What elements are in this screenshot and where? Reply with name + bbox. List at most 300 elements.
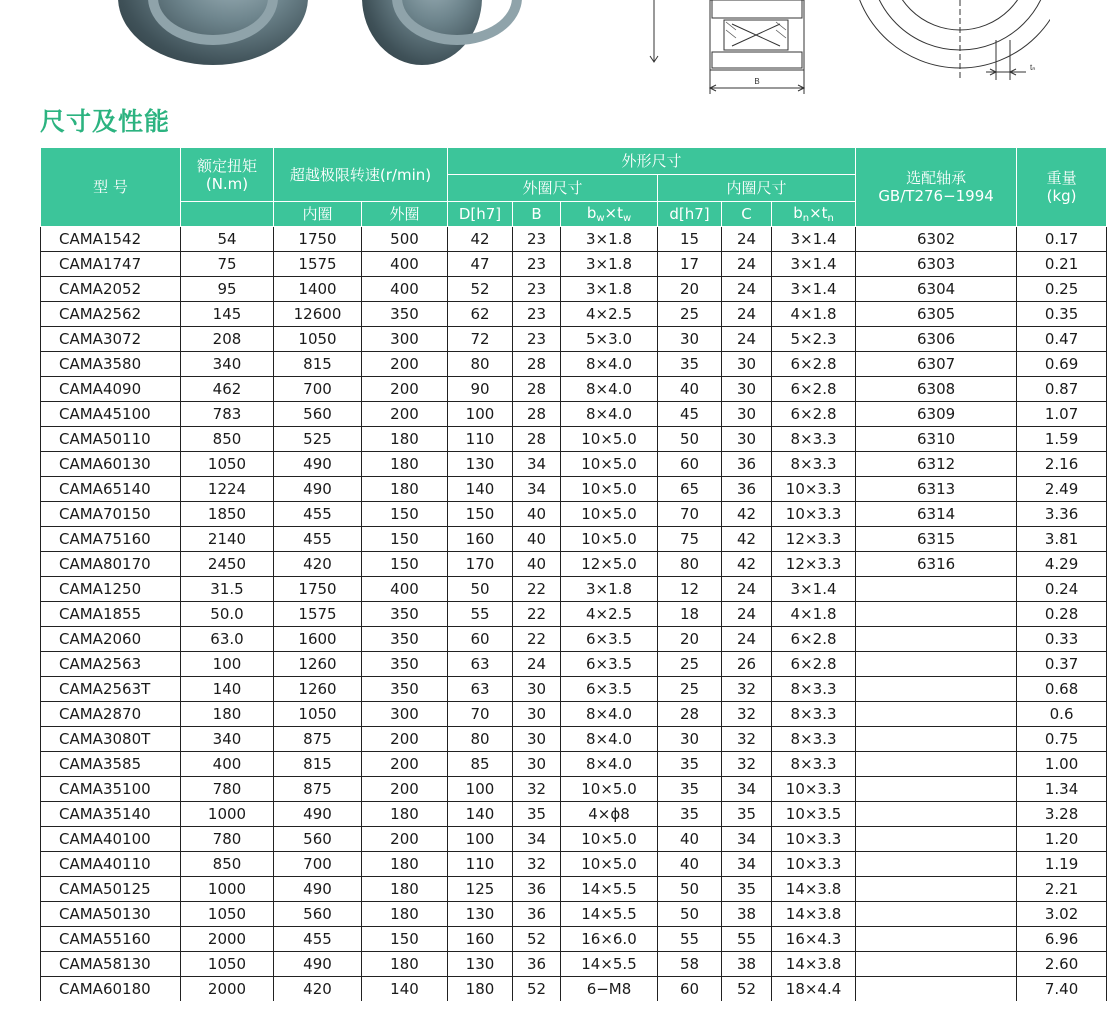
cell-width-c: 26: [722, 652, 772, 677]
cell-speed-inner: 1400: [274, 277, 362, 302]
cell-inner-diameter: 30: [658, 727, 722, 752]
table-row: [41, 977, 1107, 1002]
table-row: [41, 827, 1107, 852]
cell-width-b: 30: [513, 702, 561, 727]
cell-outer-keyway: 4×ϕ8: [561, 802, 658, 827]
cell-speed-outer: 150: [362, 502, 448, 527]
cell-speed-outer: 200: [362, 377, 448, 402]
cell-speed-inner: 1600: [274, 627, 362, 652]
table-row: [41, 652, 1107, 677]
cell-width-b: 36: [513, 877, 561, 902]
cell-outer-diameter: 52: [448, 277, 513, 302]
cell-outer-diameter: 100: [448, 402, 513, 427]
cell-model: CAMA50130: [41, 902, 181, 927]
cell-inner-diameter: 60: [658, 977, 722, 1002]
cell-width-c: 35: [722, 877, 772, 902]
cell-model: CAMA2563T: [41, 677, 181, 702]
cell-weight: 2.60: [1017, 952, 1107, 977]
cell-weight: 0.68: [1017, 677, 1107, 702]
cell-inner-diameter: 35: [658, 777, 722, 802]
cell-bearing: [856, 902, 1017, 927]
cell-speed-inner: 455: [274, 527, 362, 552]
cell-weight: 7.40: [1017, 977, 1107, 1002]
cell-width-b: 23: [513, 302, 561, 327]
tn-sub: n: [827, 212, 834, 224]
cell-width-b: 34: [513, 477, 561, 502]
cell-speed-inner: 700: [274, 852, 362, 877]
cell-outer-diameter: 180: [448, 977, 513, 1002]
cell-width-b: 28: [513, 352, 561, 377]
cell-torque: 180: [181, 702, 274, 727]
cell-inner-keyway: 8×3.3: [772, 727, 856, 752]
cell-inner-keyway: 8×3.3: [772, 752, 856, 777]
table-row: [41, 577, 1107, 602]
cell-bearing: [856, 877, 1017, 902]
cell-width-c: 36: [722, 477, 772, 502]
cell-bearing: [856, 777, 1017, 802]
cell-outer-keyway: 4×2.5: [561, 602, 658, 627]
cell-model: CAMA50125: [41, 877, 181, 902]
cell-width-b: 22: [513, 602, 561, 627]
cell-width-b: 52: [513, 977, 561, 1002]
table-row: [41, 852, 1107, 877]
cell-width-b: 28: [513, 402, 561, 427]
cell-width-b: 23: [513, 327, 561, 352]
table-row: [41, 627, 1107, 652]
table-row: [41, 327, 1107, 352]
cell-width-b: 40: [513, 502, 561, 527]
cell-bearing: [856, 852, 1017, 877]
table-row: [41, 752, 1107, 777]
section-title: 尺寸及性能: [40, 107, 171, 136]
cell-speed-outer: 400: [362, 277, 448, 302]
table-row: [41, 352, 1107, 377]
cell-width-c: 24: [722, 227, 772, 252]
cell-model: CAMA3080T: [41, 727, 181, 752]
cell-model: CAMA2060: [41, 627, 181, 652]
header-bw-tw: [561, 202, 658, 227]
cell-inner-diameter: 75: [658, 527, 722, 552]
table-row: [41, 477, 1107, 502]
cell-weight: 0.75: [1017, 727, 1107, 752]
cell-speed-inner: 455: [274, 927, 362, 952]
cell-inner-diameter: 35: [658, 352, 722, 377]
cell-width-c: 24: [722, 577, 772, 602]
cell-torque: 2000: [181, 927, 274, 952]
cell-outer-keyway: 14×5.5: [561, 952, 658, 977]
cell-model: CAMA40100: [41, 827, 181, 852]
cell-bearing: 6309: [856, 402, 1017, 427]
header-bearing-label: 选配轴承: [906, 169, 967, 187]
cell-model: CAMA60130: [41, 452, 181, 477]
cell-torque: 1050: [181, 452, 274, 477]
cell-outer-keyway: 10×5.0: [561, 852, 658, 877]
table-row: [41, 427, 1107, 452]
cell-torque: 145: [181, 302, 274, 327]
bw-sub: w: [596, 212, 605, 224]
cell-inner-diameter: 50: [658, 902, 722, 927]
cell-bearing: 6305: [856, 302, 1017, 327]
cell-bearing: [856, 702, 1017, 727]
cell-width-c: 34: [722, 777, 772, 802]
cell-inner-diameter: 35: [658, 802, 722, 827]
cell-speed-outer: 300: [362, 327, 448, 352]
cell-outer-diameter: 110: [448, 852, 513, 877]
cell-width-b: 23: [513, 227, 561, 252]
cell-speed-outer: 350: [362, 627, 448, 652]
product-images: [0, 0, 1120, 100]
cell-torque: 208: [181, 327, 274, 352]
cell-weight: 0.6: [1017, 702, 1107, 727]
cell-outer-diameter: 100: [448, 827, 513, 852]
cell-inner-keyway: 8×3.3: [772, 427, 856, 452]
cell-inner-diameter: 40: [658, 377, 722, 402]
cell-width-b: 28: [513, 377, 561, 402]
header-C: C: [722, 202, 772, 227]
header-B: B: [513, 202, 561, 227]
cell-inner-keyway: 10×3.3: [772, 502, 856, 527]
cell-model: CAMA35100: [41, 777, 181, 802]
cell-width-b: 52: [513, 927, 561, 952]
cell-bearing: 6307: [856, 352, 1017, 377]
cell-torque: 2140: [181, 527, 274, 552]
cell-model: CAMA1855: [41, 602, 181, 627]
cell-inner-diameter: 17: [658, 252, 722, 277]
header-torque-blank: [181, 202, 274, 227]
cell-speed-outer: 350: [362, 677, 448, 702]
cell-width-c: 32: [722, 677, 772, 702]
cell-speed-outer: 200: [362, 402, 448, 427]
cell-speed-outer: 400: [362, 577, 448, 602]
cell-inner-keyway: 3×1.4: [772, 252, 856, 277]
cell-bearing: 6313: [856, 477, 1017, 502]
cell-inner-keyway: 8×3.3: [772, 452, 856, 477]
cell-width-c: 32: [722, 752, 772, 777]
cell-inner-diameter: 15: [658, 227, 722, 252]
cell-torque: 54: [181, 227, 274, 252]
table-row: [41, 452, 1107, 477]
cell-speed-inner: 560: [274, 827, 362, 852]
cell-outer-diameter: 80: [448, 352, 513, 377]
cell-weight: 0.17: [1017, 227, 1107, 252]
table-row: [41, 777, 1107, 802]
cell-width-b: 36: [513, 952, 561, 977]
cell-outer-keyway: 5×3.0: [561, 327, 658, 352]
table-row: [41, 727, 1107, 752]
cell-speed-outer: 200: [362, 777, 448, 802]
cell-torque: 340: [181, 352, 274, 377]
cell-speed-outer: 350: [362, 652, 448, 677]
cell-inner-keyway: 10×3.3: [772, 777, 856, 802]
spec-table: [40, 147, 1107, 1001]
cell-inner-diameter: 20: [658, 277, 722, 302]
cell-bearing: 6302: [856, 227, 1017, 252]
cell-torque: 340: [181, 727, 274, 752]
cell-torque: 850: [181, 852, 274, 877]
cell-speed-outer: 350: [362, 602, 448, 627]
cell-width-b: 32: [513, 852, 561, 877]
cell-speed-outer: 500: [362, 227, 448, 252]
cell-width-c: 30: [722, 377, 772, 402]
cell-inner-diameter: 58: [658, 952, 722, 977]
cell-model: CAMA50110: [41, 427, 181, 452]
cell-outer-diameter: 70: [448, 702, 513, 727]
cell-bearing: 6310: [856, 427, 1017, 452]
spec-table-body: [41, 227, 1107, 1002]
bw-b: b: [586, 203, 597, 222]
cell-model: CAMA2870: [41, 702, 181, 727]
table-row: [41, 952, 1107, 977]
cell-model: CAMA45100: [41, 402, 181, 427]
cell-torque: 1000: [181, 802, 274, 827]
cell-inner-keyway: 6×2.8: [772, 402, 856, 427]
cell-inner-keyway: 14×3.8: [772, 902, 856, 927]
cell-weight: 0.87: [1017, 377, 1107, 402]
cell-outer-keyway: 6×3.5: [561, 652, 658, 677]
cell-speed-outer: 400: [362, 252, 448, 277]
cell-torque: 780: [181, 777, 274, 802]
cell-weight: 0.69: [1017, 352, 1107, 377]
cell-torque: 1224: [181, 477, 274, 502]
cell-bearing: 6316: [856, 552, 1017, 577]
header-weight-label: 重量: [1046, 169, 1077, 187]
cell-model: CAMA55160: [41, 927, 181, 952]
cell-width-c: 36: [722, 452, 772, 477]
cell-inner-diameter: 70: [658, 502, 722, 527]
cell-bearing: 6308: [856, 377, 1017, 402]
cell-torque: 462: [181, 377, 274, 402]
bn-sub: n: [802, 212, 810, 224]
cell-bearing: [856, 952, 1017, 977]
cell-inner-keyway: 5×2.3: [772, 327, 856, 352]
cell-speed-inner: 1750: [274, 577, 362, 602]
cell-outer-diameter: 60: [448, 627, 513, 652]
header-weight-unit: (kg): [1046, 187, 1077, 205]
cell-speed-inner: 1575: [274, 602, 362, 627]
table-row: [41, 902, 1107, 927]
cell-speed-inner: 560: [274, 902, 362, 927]
cell-outer-keyway: 10×5.0: [561, 502, 658, 527]
cell-speed-inner: 490: [274, 877, 362, 902]
cell-outer-keyway: 8×4.0: [561, 377, 658, 402]
cell-speed-inner: 490: [274, 802, 362, 827]
header-speed-outer: 外圈: [362, 202, 448, 227]
cell-width-b: 36: [513, 902, 561, 927]
cell-inner-diameter: 45: [658, 402, 722, 427]
cell-width-b: 40: [513, 527, 561, 552]
cell-torque: 2450: [181, 552, 274, 577]
table-row: [41, 527, 1107, 552]
cell-inner-keyway: 3×1.4: [772, 227, 856, 252]
cell-speed-inner: 1050: [274, 327, 362, 352]
cell-bearing: [856, 727, 1017, 752]
cell-model: CAMA2562: [41, 302, 181, 327]
clutch-photo-2: [362, 0, 482, 65]
cell-width-b: 24: [513, 652, 561, 677]
cell-model: CAMA1747: [41, 252, 181, 277]
cell-weight: 0.47: [1017, 327, 1107, 352]
cell-model: CAMA3580: [41, 352, 181, 377]
cell-speed-inner: 1260: [274, 677, 362, 702]
header-outer-ring: 外圈尺寸: [448, 175, 658, 202]
cell-model: CAMA40110: [41, 852, 181, 877]
cell-model: CAMA60180: [41, 977, 181, 1002]
cell-speed-outer: 140: [362, 977, 448, 1002]
cell-weight: 0.28: [1017, 602, 1107, 627]
cell-bearing: 6312: [856, 452, 1017, 477]
cell-width-b: 32: [513, 777, 561, 802]
cell-model: CAMA2052: [41, 277, 181, 302]
cell-model: CAMA4090: [41, 377, 181, 402]
cell-torque: 50.0: [181, 602, 274, 627]
cell-model: CAMA65140: [41, 477, 181, 502]
cell-outer-diameter: 160: [448, 927, 513, 952]
cell-speed-outer: 200: [362, 752, 448, 777]
cell-width-b: 30: [513, 752, 561, 777]
cell-outer-diameter: 150: [448, 502, 513, 527]
cell-width-c: 24: [722, 627, 772, 652]
cell-torque: 1050: [181, 902, 274, 927]
cell-speed-outer: 180: [362, 852, 448, 877]
cell-torque: 75: [181, 252, 274, 277]
cell-width-c: 38: [722, 902, 772, 927]
cell-weight: 3.02: [1017, 902, 1107, 927]
header-inner-ring: 内圈尺寸: [658, 175, 856, 202]
cell-bearing: [856, 752, 1017, 777]
cell-torque: 140: [181, 677, 274, 702]
cell-inner-diameter: 60: [658, 452, 722, 477]
cell-bearing: [856, 977, 1017, 1002]
cell-outer-keyway: 10×5.0: [561, 777, 658, 802]
cell-inner-diameter: 25: [658, 677, 722, 702]
cell-inner-keyway: 10×3.5: [772, 802, 856, 827]
table-row: [41, 377, 1107, 402]
cell-speed-inner: 455: [274, 502, 362, 527]
cell-model: CAMA3072: [41, 327, 181, 352]
cell-speed-outer: 300: [362, 702, 448, 727]
cell-width-c: 42: [722, 527, 772, 552]
header-torque-label: 额定扭矩: [196, 156, 257, 175]
cell-inner-keyway: 10×3.3: [772, 852, 856, 877]
cell-inner-diameter: 55: [658, 927, 722, 952]
cell-outer-keyway: 4×2.5: [561, 302, 658, 327]
cell-outer-keyway: 10×5.0: [561, 527, 658, 552]
cell-inner-diameter: 20: [658, 627, 722, 652]
cell-bearing: [856, 627, 1017, 652]
cell-weight: 0.33: [1017, 627, 1107, 652]
cell-outer-keyway: 3×1.8: [561, 277, 658, 302]
cell-outer-keyway: 8×4.0: [561, 402, 658, 427]
header-bearing: [856, 148, 1017, 227]
cell-torque: 2000: [181, 977, 274, 1002]
cell-width-c: 24: [722, 277, 772, 302]
cell-outer-diameter: 63: [448, 677, 513, 702]
cell-model: CAMA1250: [41, 577, 181, 602]
table-row: [41, 927, 1107, 952]
header-speed-inner: 内圈: [274, 202, 362, 227]
header-bearing-std: GB/T276−1994: [878, 187, 994, 205]
cell-speed-outer: 180: [362, 427, 448, 452]
cell-torque: 100: [181, 652, 274, 677]
cell-speed-inner: 700: [274, 377, 362, 402]
cell-inner-keyway: 16×4.3: [772, 927, 856, 952]
cell-outer-diameter: 62: [448, 302, 513, 327]
cell-outer-diameter: 125: [448, 877, 513, 902]
cell-inner-keyway: 10×3.3: [772, 477, 856, 502]
cell-weight: 1.00: [1017, 752, 1107, 777]
cell-bearing: [856, 802, 1017, 827]
cell-width-c: 34: [722, 852, 772, 877]
cell-inner-diameter: 30: [658, 327, 722, 352]
cell-width-b: 35: [513, 802, 561, 827]
cell-bearing: 6315: [856, 527, 1017, 552]
header-d: d[h7]: [658, 202, 722, 227]
cell-speed-inner: 815: [274, 752, 362, 777]
cell-speed-outer: 200: [362, 727, 448, 752]
cell-weight: 2.49: [1017, 477, 1107, 502]
cell-width-b: 40: [513, 552, 561, 577]
cell-torque: 780: [181, 827, 274, 852]
cell-inner-keyway: 4×1.8: [772, 602, 856, 627]
cell-outer-diameter: 140: [448, 477, 513, 502]
cell-outer-keyway: 8×4.0: [561, 702, 658, 727]
cell-speed-inner: 490: [274, 452, 362, 477]
cell-speed-inner: 1050: [274, 702, 362, 727]
cell-width-b: 30: [513, 727, 561, 752]
cell-inner-keyway: 3×1.4: [772, 277, 856, 302]
table-row: [41, 402, 1107, 427]
cell-inner-keyway: 4×1.8: [772, 302, 856, 327]
cell-width-b: 34: [513, 452, 561, 477]
dimension-label-b: B: [754, 77, 760, 86]
cell-bearing: 6303: [856, 252, 1017, 277]
cell-speed-inner: 490: [274, 477, 362, 502]
cell-speed-outer: 150: [362, 552, 448, 577]
cell-speed-outer: 180: [362, 477, 448, 502]
cell-torque: 63.0: [181, 627, 274, 652]
cell-weight: 2.16: [1017, 452, 1107, 477]
table-row: [41, 802, 1107, 827]
cell-bearing: [856, 652, 1017, 677]
cell-inner-keyway: 10×3.3: [772, 827, 856, 852]
cell-weight: 0.24: [1017, 577, 1107, 602]
cell-speed-inner: 490: [274, 952, 362, 977]
header-model: 型 号: [41, 148, 181, 227]
cell-width-b: 22: [513, 577, 561, 602]
cell-model: CAMA80170: [41, 552, 181, 577]
cell-bearing: [856, 927, 1017, 952]
cell-width-b: 22: [513, 627, 561, 652]
bn-mid: ×t: [809, 203, 828, 222]
cell-width-c: 32: [722, 702, 772, 727]
cell-inner-diameter: 35: [658, 752, 722, 777]
cell-width-c: 55: [722, 927, 772, 952]
cell-width-c: 24: [722, 602, 772, 627]
header-dimensions: 外形尺寸: [448, 148, 856, 175]
cell-weight: 1.19: [1017, 852, 1107, 877]
cell-outer-diameter: 55: [448, 602, 513, 627]
cell-outer-diameter: 80: [448, 727, 513, 752]
cell-inner-diameter: 25: [658, 652, 722, 677]
cell-torque: 1000: [181, 877, 274, 902]
cell-width-c: 35: [722, 802, 772, 827]
cell-width-c: 24: [722, 252, 772, 277]
cell-speed-inner: 875: [274, 727, 362, 752]
cell-outer-keyway: 14×5.5: [561, 902, 658, 927]
cell-model: CAMA2563: [41, 652, 181, 677]
cell-outer-keyway: 12×5.0: [561, 552, 658, 577]
cell-weight: 1.34: [1017, 777, 1107, 802]
